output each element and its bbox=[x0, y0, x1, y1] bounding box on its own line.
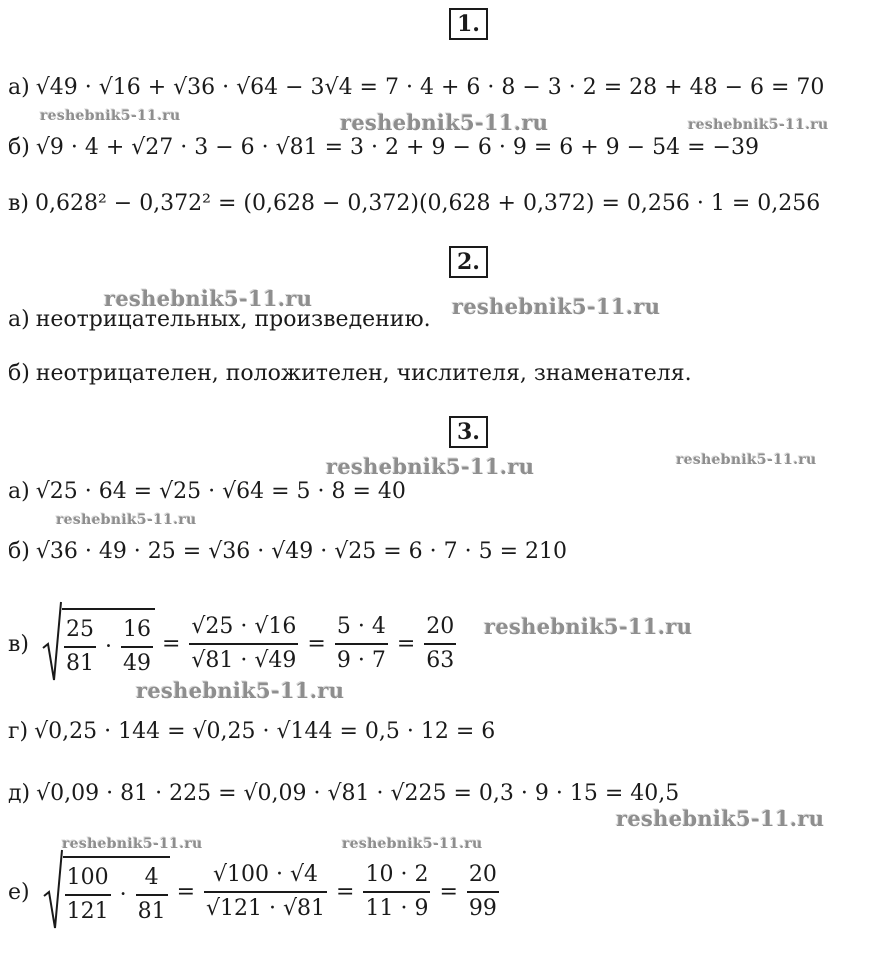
radical-sign bbox=[42, 600, 62, 688]
item-expression: √25 · 64 = √25 · √64 = 5 · 8 = 40 bbox=[35, 479, 406, 504]
section-number-2: 2. bbox=[449, 246, 488, 278]
watermark: reshebnik5-11.ru bbox=[56, 512, 197, 528]
item-label: а) bbox=[8, 479, 30, 504]
item-expression: √36 · 49 · 25 = √36 · √49 · √25 = 6 · 7 · 5 = 210 bbox=[35, 539, 567, 564]
watermark: reshebnik5-11.ru bbox=[342, 836, 483, 852]
fraction: $\frac{10 \cdot 2}{11 \cdot 9}$ bbox=[363, 859, 430, 925]
watermark: reshebnik5-11.ru bbox=[452, 294, 661, 319]
fraction: $\frac{25}{81}$ bbox=[64, 614, 96, 680]
radicand: $\frac{100}{121}$ · $\frac{4}{81}$ bbox=[63, 856, 170, 928]
item-text: неотрицательных, произведению. bbox=[35, 307, 431, 332]
item-3b bbox=[8, 538, 567, 566]
item-1c bbox=[8, 190, 820, 218]
item-label: в) bbox=[8, 191, 29, 216]
fraction: $\frac{√25 \cdot √16}{√81 \cdot √49}$ bbox=[189, 611, 298, 677]
watermark: reshebnik5-11.ru bbox=[484, 614, 693, 639]
watermark: reshebnik5-11.ru bbox=[616, 806, 825, 831]
item-text: неотрицателен, положителен, числителя, знаменателя. bbox=[35, 361, 692, 386]
item-label: б) bbox=[8, 135, 30, 160]
item-expression: √0,09 · 81 · 225 = √0,09 · √81 · √225 = 0,3 · 9 · 15 = 40,5 bbox=[36, 781, 680, 806]
fraction: $\frac{√100 \cdot √4}{√121 \cdot √81}$ bbox=[204, 859, 327, 925]
item-expression: 0,628² − 0,372² = (0,628 − 0,372)(0,628 + 0,372) = 0,256 · 1 = 0,256 bbox=[34, 191, 821, 216]
section-number-1: 1. bbox=[449, 8, 488, 40]
item-label: в) bbox=[8, 631, 29, 657]
item-1b bbox=[8, 134, 759, 162]
item-3e bbox=[8, 780, 679, 808]
item-1a bbox=[8, 74, 824, 102]
item-expression: √0,25 · 144 = √0,25 · √144 = 0,5 · 12 = 6 bbox=[34, 719, 496, 744]
watermark: reshebnik5-11.ru bbox=[340, 110, 549, 135]
item-label: б) bbox=[8, 539, 30, 564]
item-3f: е) $\frac{100}{121}$ · $\frac{4}{81}$ = $\frac{√100 \cdot √4}{√121 \cdot √81}$ = $\frac{10 \cdot 2}{11 \cdot 9}$ = $\frac{20}{99}$ bbox=[8, 848, 501, 936]
item-3a bbox=[8, 478, 406, 506]
item-label: д) bbox=[8, 781, 31, 806]
item-label: е) bbox=[8, 879, 30, 905]
watermark: reshebnik5-11.ru bbox=[676, 452, 817, 468]
watermark: reshebnik5-11.ru bbox=[62, 836, 203, 852]
fraction: $\frac{4}{81}$ bbox=[136, 862, 168, 928]
radical-sign bbox=[43, 848, 63, 936]
item-expression: √49 · √16 + √36 · √64 − 3√4 = 7 · 4 + 6 · 8 − 3 · 2 = 28 + 48 − 6 = 70 bbox=[35, 75, 825, 100]
watermark: reshebnik5-11.ru bbox=[326, 454, 535, 479]
item-label: г) bbox=[8, 719, 29, 744]
radicand: $\frac{25}{81}$ · $\frac{16}{49}$ bbox=[62, 608, 155, 680]
item-3c: в) $\frac{25}{81}$ · $\frac{16}{49}$ = $\frac{√25 \cdot √16}{√81 \cdot √49}$ = $\frac{5 \cdot 4}{9 \cdot 7}$ = $\frac{20}{63}$ bbox=[8, 600, 458, 688]
section-number-3: 3. bbox=[449, 416, 488, 448]
item-3d bbox=[8, 718, 495, 746]
item-expression: √9 · 4 + √27 · 3 − 6 · √81 = 3 · 2 + 9 − 6 · 9 = 6 + 9 − 54 = −39 bbox=[35, 135, 759, 160]
fraction: $\frac{100}{121}$ bbox=[65, 862, 111, 928]
fraction: $\frac{16}{49}$ bbox=[121, 614, 153, 680]
watermark: reshebnik5-11.ru bbox=[688, 117, 829, 133]
item-2b bbox=[8, 360, 692, 388]
watermark: reshebnik5-11.ru bbox=[104, 286, 313, 311]
item-label: а) bbox=[8, 307, 30, 332]
item-label: а) bbox=[8, 75, 30, 100]
fraction: $\frac{20}{63}$ bbox=[424, 611, 456, 677]
watermark: reshebnik5-11.ru bbox=[40, 108, 181, 124]
fraction: $\frac{20}{99}$ bbox=[467, 859, 499, 925]
fraction: $\frac{5 \cdot 4}{9 \cdot 7}$ bbox=[335, 611, 388, 677]
watermark: reshebnik5-11.ru bbox=[136, 678, 345, 703]
item-label: б) bbox=[8, 361, 30, 386]
